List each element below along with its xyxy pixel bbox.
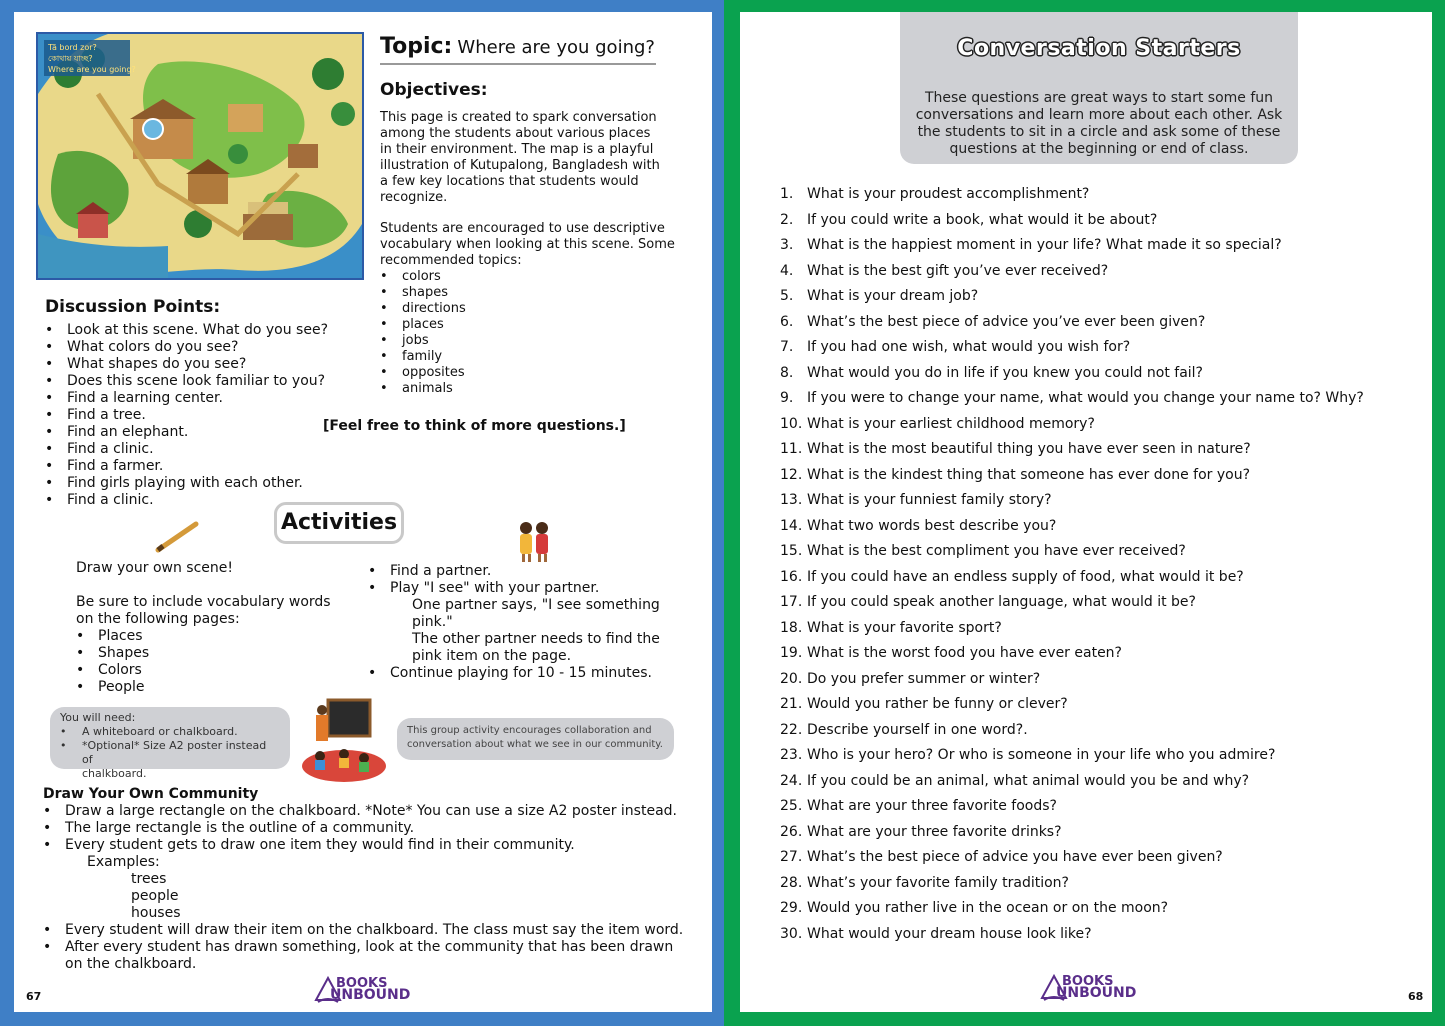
question-text: What’s the best piece of advice you’ve ever been given? <box>807 313 1206 330</box>
discussion-heading: Discussion Points: <box>45 297 221 317</box>
intro-line: questions at the beginning or end of class. <box>949 141 1249 157</box>
questions-list <box>780 186 1420 951</box>
question-text: What’s the best piece of advice you have ever been given? <box>807 849 1223 865</box>
logo-line-1: BOOKS <box>336 976 388 991</box>
question-number: 25. <box>780 798 803 814</box>
discussion-points-list <box>45 322 345 509</box>
question-text: What is your proudest accomplishment? <box>807 186 1090 202</box>
question-text: If you had one wish, what would you wish for? <box>807 339 1131 355</box>
right-page <box>740 12 1432 1012</box>
question-item <box>780 645 1420 671</box>
topic-heading <box>380 34 656 65</box>
question-number: 28. <box>780 874 803 891</box>
pencil-icon <box>154 520 202 558</box>
objectives-line: illustration of Kutupalong, Bangladesh with <box>380 158 660 173</box>
draw-scene-line: on the following pages: <box>76 611 240 627</box>
topic-item: • animals <box>380 381 690 397</box>
discussion-item: • Find a learning center. <box>45 390 345 407</box>
community-item-continued: on the chalkboard. <box>65 956 197 972</box>
intro-line: conversations and learn more about each other. Ask <box>915 107 1283 123</box>
question-item <box>780 569 1420 595</box>
topic-label: Topic: <box>380 34 453 59</box>
topic-item: • directions <box>380 301 690 317</box>
question-item <box>780 926 1420 952</box>
i-see-sub-line: The other partner needs to find the <box>412 631 660 647</box>
community-item: • Every student gets to draw one item they would find in their community. <box>43 837 703 854</box>
example-item: people <box>131 888 179 904</box>
question-text: If you could have an endless supply of food, what would it be? <box>807 568 1244 585</box>
question-number: 27. <box>780 849 803 865</box>
logo-line-2: UNBOUND <box>330 987 411 1003</box>
question-text: What is your favorite sport? <box>807 619 1002 636</box>
intro-text <box>900 90 1298 158</box>
group-activity-box <box>397 718 674 760</box>
kutupalong-map-illustration <box>36 32 364 280</box>
question-number: 14. <box>780 517 803 534</box>
question-number: 1. <box>780 186 794 202</box>
topic-text: Where are you going? <box>457 37 655 58</box>
question-item <box>780 314 1420 340</box>
books-unbound-logo-left <box>314 974 424 1004</box>
discussion-item: • What colors do you see? <box>45 339 345 356</box>
question-text: If you could write a book, what would it be about? <box>807 211 1158 228</box>
question-text: If you were to change your name, what would you change your name to? Why? <box>807 390 1364 406</box>
two-girls-icon <box>514 518 554 568</box>
question-item <box>780 339 1420 365</box>
question-item <box>780 900 1420 926</box>
logo-line-2: UNBOUND <box>1056 985 1137 1001</box>
question-text: What would your dream house look like? <box>807 925 1092 942</box>
question-text: What’s your favorite family tradition? <box>807 874 1069 891</box>
question-item <box>780 824 1420 850</box>
question-item <box>780 263 1420 289</box>
question-number: 20. <box>780 670 803 687</box>
objectives-heading: Objectives: <box>380 80 488 100</box>
need-title: You will need: <box>60 711 136 724</box>
discussion-item: • Find girls playing with each other. <box>45 475 345 492</box>
question-text: What is the kindest thing that someone has ever done for you? <box>807 466 1251 483</box>
topic-item: • colors <box>380 269 690 285</box>
community-item: • Draw a large rectangle on the chalkboard. *Note* You can use a size A2 poster instead. <box>43 803 703 820</box>
topic-item: • jobs <box>380 333 690 349</box>
question-text: What is your funniest family story? <box>807 492 1052 508</box>
community-item: • Every student will draw their item on the chalkboard. The class must say the item word. <box>43 922 703 939</box>
intro-line: These questions are great ways to start some fun <box>924 90 1274 106</box>
question-number: 30. <box>780 925 803 942</box>
draw-scene-line: Be sure to include vocabulary words <box>76 594 331 610</box>
question-text: What is the best compliment you have ever received? <box>807 543 1186 559</box>
draw-scene-activity <box>76 560 356 696</box>
objectives-paragraph-1 <box>380 110 680 206</box>
question-number: 12. <box>780 466 803 483</box>
i-see-activity <box>368 563 668 682</box>
question-text: What is the best gift you’ve ever received? <box>807 262 1109 279</box>
question-item <box>780 671 1420 697</box>
question-number: 11. <box>780 441 803 457</box>
i-see-sub-line: pink item on the page. <box>412 648 572 664</box>
community-item: • The large rectangle is the outline of a community. <box>43 820 703 837</box>
discussion-item: • Find an elephant. <box>45 424 345 441</box>
example-item: houses <box>131 905 181 921</box>
question-text: What are your three favorite drinks? <box>807 823 1062 840</box>
objectives-line: Students are encouraged to use descriptive <box>380 221 665 236</box>
question-item <box>780 696 1420 722</box>
question-number: 5. <box>780 288 794 304</box>
question-item <box>780 467 1420 493</box>
i-see-sub-line: pink." <box>412 614 453 630</box>
objectives-line: recommended topics: <box>380 253 522 268</box>
question-item <box>780 492 1420 518</box>
discussion-item: • What shapes do you see? <box>45 356 345 373</box>
question-number: 10. <box>780 415 803 432</box>
question-number: 24. <box>780 772 803 789</box>
objectives-line: a few key locations that students would <box>380 174 639 189</box>
question-number: 26. <box>780 823 803 840</box>
vocabulary-page-item: • Shapes <box>76 645 356 662</box>
question-text: What would you do in life if you knew you could not fail? <box>807 364 1203 381</box>
question-number: 6. <box>780 313 794 330</box>
question-number: 3. <box>780 237 794 253</box>
topic-item: • shapes <box>380 285 690 301</box>
left-page <box>14 12 712 1012</box>
question-text: What two words best describe you? <box>807 517 1057 534</box>
need-item: • *Optional* Size A2 poster instead of <box>60 739 280 767</box>
activities-heading: Activities <box>274 502 404 544</box>
books-unbound-logo-right <box>1040 972 1150 1002</box>
community-heading: Draw Your Own Community <box>43 786 259 802</box>
question-item <box>780 518 1420 544</box>
question-number: 22. <box>780 721 803 738</box>
vocabulary-page-item: • Places <box>76 628 356 645</box>
question-text: What is your earliest childhood memory? <box>807 415 1095 432</box>
question-text: If you could be an animal, what animal would you be and why? <box>807 772 1250 789</box>
question-number: 29. <box>780 900 803 916</box>
topic-item: • family <box>380 349 690 365</box>
question-item <box>780 543 1420 569</box>
question-item <box>780 416 1420 442</box>
topic-item: • places <box>380 317 690 333</box>
intro-panel <box>900 12 1298 164</box>
question-item <box>780 798 1420 824</box>
page-number-right: 68 <box>1408 990 1424 1003</box>
vocabulary-pages-list <box>76 628 356 696</box>
classroom-teacher-illustration <box>300 696 390 790</box>
community-item: • After every student has drawn something, look at the community that has been drawn <box>43 939 703 956</box>
question-number: 18. <box>780 619 803 636</box>
objectives-line: recognize. <box>380 190 448 205</box>
i-see-sub <box>368 597 668 665</box>
question-number: 8. <box>780 364 794 381</box>
question-text: Would you rather be funny or clever? <box>807 696 1068 712</box>
community-activity <box>43 786 703 973</box>
question-text: Would you rather live in the ocean or on the moon? <box>807 900 1169 916</box>
question-item <box>780 212 1420 238</box>
question-number: 7. <box>780 339 794 355</box>
question-item <box>780 237 1420 263</box>
map-title-line-3: Where are you going? <box>48 65 136 74</box>
topic-item: • opposites <box>380 365 690 381</box>
recommended-topics-list <box>380 269 690 397</box>
objectives-line: This page is created to spark conversation <box>380 110 657 125</box>
question-item <box>780 773 1420 799</box>
question-text: Do you prefer summer or winter? <box>807 670 1041 687</box>
question-item <box>780 849 1420 875</box>
question-number: 15. <box>780 543 803 559</box>
conversation-starters-title: Conversation Starters <box>957 36 1241 61</box>
vocabulary-page-item: • Colors <box>76 662 356 679</box>
you-will-need-box <box>50 707 290 780</box>
question-number: 23. <box>780 747 803 763</box>
vocabulary-page-item: • People <box>76 679 356 696</box>
question-text: What is your dream job? <box>807 288 979 304</box>
question-text: What are your three favorite foods? <box>807 798 1057 814</box>
page-number-left: 67 <box>26 990 42 1003</box>
map-title-line-1: Tã bord zor? <box>48 43 97 52</box>
need-item-continued: chalkboard. <box>82 767 147 780</box>
question-number: 19. <box>780 645 803 661</box>
examples-label: Examples: <box>87 854 160 870</box>
question-item <box>780 722 1420 748</box>
example-item: trees <box>131 871 167 887</box>
group-line: conversation about what we see in our community. <box>407 739 663 750</box>
logo-line-1: BOOKS <box>1062 974 1114 989</box>
i-see-item: • Play "I see" with your partner. <box>368 580 668 597</box>
objectives-line: in their environment. The map is a playful <box>380 142 654 157</box>
question-text: What is the happiest moment in your life? What made it so special? <box>807 237 1282 253</box>
discussion-item: • Find a clinic. <box>45 441 345 458</box>
intro-line: the students to sit in a circle and ask some of these <box>917 124 1281 140</box>
question-number: 21. <box>780 696 803 712</box>
question-item <box>780 390 1420 416</box>
draw-scene-title: Draw your own scene! <box>76 560 233 576</box>
objectives-line: among the students about various places <box>380 126 651 141</box>
question-number: 4. <box>780 262 794 279</box>
discussion-item: • Find a clinic. <box>45 492 345 509</box>
i-see-sub-line: One partner says, "I see something <box>412 597 660 613</box>
question-item <box>780 288 1420 314</box>
question-text: What is the worst food you have ever eaten? <box>807 645 1122 661</box>
question-number: 13. <box>780 492 803 508</box>
discussion-item: • Find a farmer. <box>45 458 345 475</box>
question-text: Who is your hero? Or who is someone in your life who you admire? <box>807 747 1276 763</box>
question-item <box>780 620 1420 646</box>
question-item <box>780 875 1420 901</box>
question-number: 9. <box>780 390 794 406</box>
objectives-line: vocabulary when looking at this scene. Some <box>380 237 675 252</box>
question-number: 17. <box>780 594 803 610</box>
question-item <box>780 186 1420 212</box>
question-text: If you could speak another language, what would it be? <box>807 594 1196 610</box>
discussion-item: • Find a tree. <box>45 407 345 424</box>
map-artwork <box>38 34 362 278</box>
i-see-item: • Continue playing for 10 - 15 minutes. <box>368 665 668 682</box>
discussion-item: • Does this scene look familiar to you? <box>45 373 345 390</box>
question-text: Describe yourself in one word?. <box>807 721 1028 738</box>
question-item <box>780 441 1420 467</box>
question-number: 16. <box>780 568 803 585</box>
group-line: This group activity encourages collaboration and <box>407 725 652 736</box>
need-item: • A whiteboard or chalkboard. <box>60 725 280 739</box>
map-title-line-2: কোথায় যাচ্ছ? <box>48 54 93 63</box>
feel-free-note: [Feel free to think of more questions.] <box>323 418 626 434</box>
question-number: 2. <box>780 211 794 228</box>
question-text: What is the most beautiful thing you have ever seen in nature? <box>807 441 1251 457</box>
question-item <box>780 747 1420 773</box>
discussion-item: • Look at this scene. What do you see? <box>45 322 345 339</box>
i-see-item: • Find a partner. <box>368 563 668 580</box>
question-item <box>780 365 1420 391</box>
objectives-paragraph-2 <box>380 221 690 397</box>
question-item <box>780 594 1420 620</box>
